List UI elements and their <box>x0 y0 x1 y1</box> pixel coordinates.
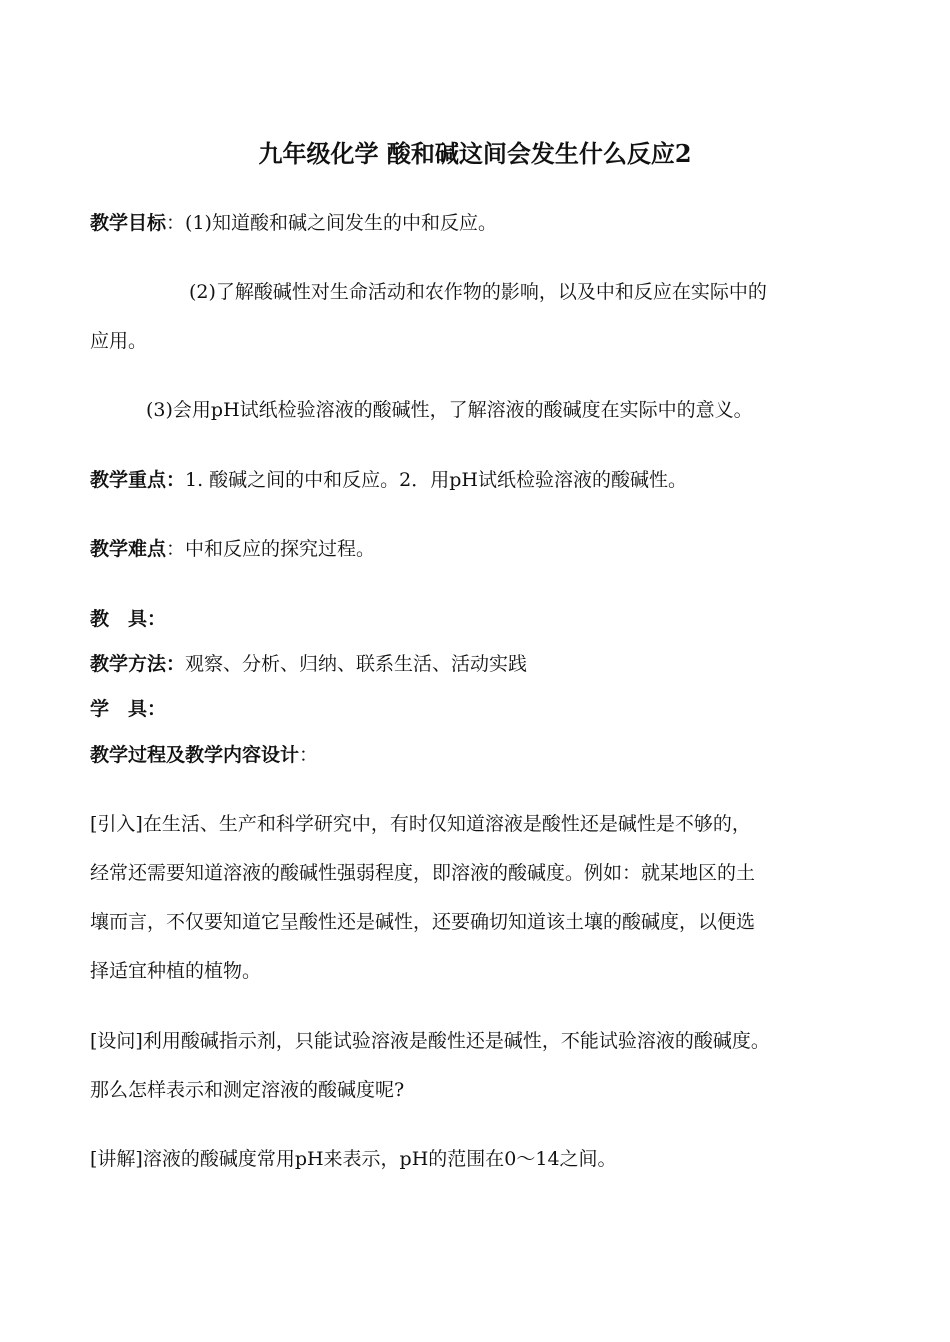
key-points-line <box>90 467 687 493</box>
objective-2-line-2: 应用。 <box>90 330 148 352</box>
key-points-label: 教学重点： <box>90 469 186 491</box>
intro-line-2: 经常还需要知道溶液的酸碱性强弱程度，即溶液的酸碱度。例如：就某地区的土 <box>90 862 756 884</box>
intro-line-1: [引入]在生活、生产和科学研究中，有时仅知道溶液是酸性还是碱性是不够的， <box>90 813 751 835</box>
question-line-2: 那么怎样表示和测定溶液的酸碱度呢? <box>90 1079 405 1101</box>
intro-line-3: 壤而言，不仅要知道它呈酸性还是碱性，还要确切知道该土壤的酸碱度，以便选 <box>90 911 756 933</box>
objectives-line-1 <box>90 210 497 236</box>
teaching-tools-label: 教 具： <box>90 608 167 630</box>
objectives-colon: ： <box>166 212 186 234</box>
objective-1-text: (1)知道酸和碱之间发生的中和反应。 <box>185 212 497 234</box>
question-line-1: [设问]利用酸碱指示剂，只能试验溶液是酸性还是碱性，不能试验溶液的酸碱度。 <box>90 1030 770 1052</box>
process-colon: ： <box>299 744 319 766</box>
difficulties-label: 教学难点 <box>90 538 167 560</box>
learning-tools-label: 学 具： <box>90 698 167 720</box>
document-title: 九年级化学 酸和碱这间会发生什么反应2 <box>258 139 692 168</box>
teaching-tools-line <box>90 606 166 632</box>
lecture-line-1: [讲解]溶液的酸碱度常用pH来表示，pH的范围在0～14之间。 <box>90 1148 617 1170</box>
methods-line <box>90 651 527 677</box>
intro-line-4: 择适宜种植的植物。 <box>90 960 262 982</box>
methods-text: 观察、分析、归纳、联系生活、活动实践 <box>185 653 528 675</box>
objective-2-line-1: (2)了解酸碱性对生命活动和农作物的影响，以及中和反应在实际中的 <box>189 281 767 303</box>
key-points-text: 1. 酸碱之间的中和反应。2．用pH试纸检验溶液的酸碱性。 <box>185 469 688 491</box>
process-label: 教学过程及教学内容设计 <box>90 744 300 766</box>
learning-tools-line <box>90 696 166 722</box>
difficulties-line <box>90 536 375 562</box>
objectives-label: 教学目标 <box>90 212 167 234</box>
methods-label: 教学方法： <box>90 653 186 675</box>
objective-3-text: (3)会用pH试纸检验溶液的酸碱性，了解溶液的酸碱度在实际中的意义。 <box>146 399 753 421</box>
process-line <box>90 742 318 768</box>
difficulties-colon: ： <box>166 538 186 560</box>
difficulties-text: 中和反应的探究过程。 <box>185 538 376 560</box>
